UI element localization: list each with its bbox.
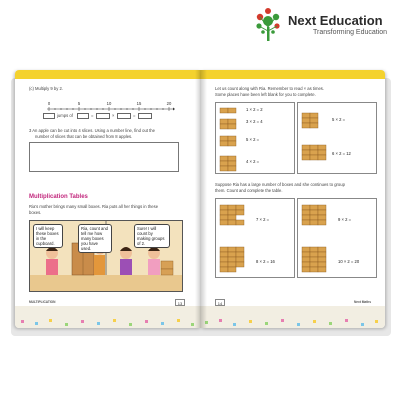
jumps-equation-row: jumps of = × =	[43, 112, 183, 122]
table-cell: 6 × 2 = 12	[332, 151, 351, 156]
confetti-decoration	[15, 306, 201, 328]
table-cell: 9 × 2 =	[338, 217, 352, 222]
times-table-panel-left-2	[215, 198, 295, 278]
question-3-line1: 3 An apple can be cut into 4 slices. Using a number line, find out the	[29, 128, 155, 133]
table-cell: 5 × 2 =	[332, 117, 346, 122]
answer-blank[interactable]	[43, 113, 55, 119]
times-table-panel-right-2	[297, 198, 377, 278]
box-stacks-illustration	[300, 203, 330, 277]
speech-bubble-2: Ria, count and tell me how many boxes you have used.	[78, 224, 112, 253]
brand-logo	[253, 7, 400, 51]
svg-text:0: 0	[47, 101, 51, 106]
left-page-number: 13	[175, 299, 185, 306]
box-stacks-illustration	[218, 203, 248, 277]
section-title: Multiplication Tables	[29, 194, 88, 200]
table-cell: 1 × 2 = 2	[246, 107, 263, 112]
svg-text:5: 5	[77, 101, 81, 106]
page-top-band	[201, 70, 385, 79]
right-intro-line1: Let us count along with Ria. Remember to read × as times.	[215, 86, 325, 91]
tree-logo-icon	[253, 7, 283, 43]
table-cell: 5 × 2 =	[246, 137, 260, 142]
left-page	[15, 70, 201, 328]
answer-area[interactable]	[29, 142, 179, 172]
page-top-band	[15, 70, 201, 79]
table-cell: 3 × 2 = 4	[246, 119, 263, 124]
book-gutter	[195, 70, 207, 328]
box-stacks-illustration	[300, 111, 328, 171]
right-page	[201, 70, 385, 328]
jumps-label: jumps of	[57, 113, 73, 118]
times-table-panel-right	[297, 102, 377, 174]
table-cell: 10 × 2 = 20	[338, 259, 360, 264]
answer-blank[interactable]	[138, 113, 152, 119]
speech-bubble-3: Sure! I will count by making groups of 2.	[134, 224, 170, 248]
times-table-panel-left	[215, 102, 295, 174]
right-intro-line2: Some places have been left blank for you to complete.	[215, 92, 316, 97]
intro-line1: Ria's mother brings many small boxes. Ria puts all her things in these	[29, 204, 159, 209]
table-cell: 4 × 2 =	[246, 159, 260, 164]
svg-text:20: 20	[166, 101, 172, 106]
right-footer-label: Next Maths	[353, 300, 371, 304]
svg-text:10: 10	[106, 101, 112, 106]
confetti-decoration	[201, 306, 385, 328]
right-mid-line2: them. Count and complete the table.	[215, 188, 283, 193]
intro-line2: boxes.	[29, 210, 42, 215]
table-cell: 7 × 2 =	[256, 217, 270, 222]
comic-illustration	[29, 220, 183, 292]
right-page-number: 14	[215, 299, 225, 306]
answer-blank[interactable]	[77, 113, 89, 119]
brand-name: Next Education	[288, 13, 383, 28]
svg-text:15: 15	[136, 101, 142, 106]
brand-tagline: Transforming Education	[313, 29, 388, 36]
speech-bubble-1: I will keep these boxes in the cupboard.	[33, 224, 63, 248]
question-c: (c) Multiply 9 by 2.	[29, 86, 63, 91]
answer-blank[interactable]	[96, 113, 110, 119]
right-mid-line1: Suppose Ria has a large number of boxes and she continues to group	[215, 182, 345, 187]
table-cell: 8 × 2 = 16	[256, 259, 275, 264]
left-footer-label: MULTIPLICATION	[29, 300, 56, 304]
answer-blank[interactable]	[117, 113, 131, 119]
box-stacks-illustration	[218, 106, 238, 172]
question-3-line2: number of slices that can be obtained from 8 apples.	[35, 134, 133, 139]
open-book	[5, 70, 393, 332]
